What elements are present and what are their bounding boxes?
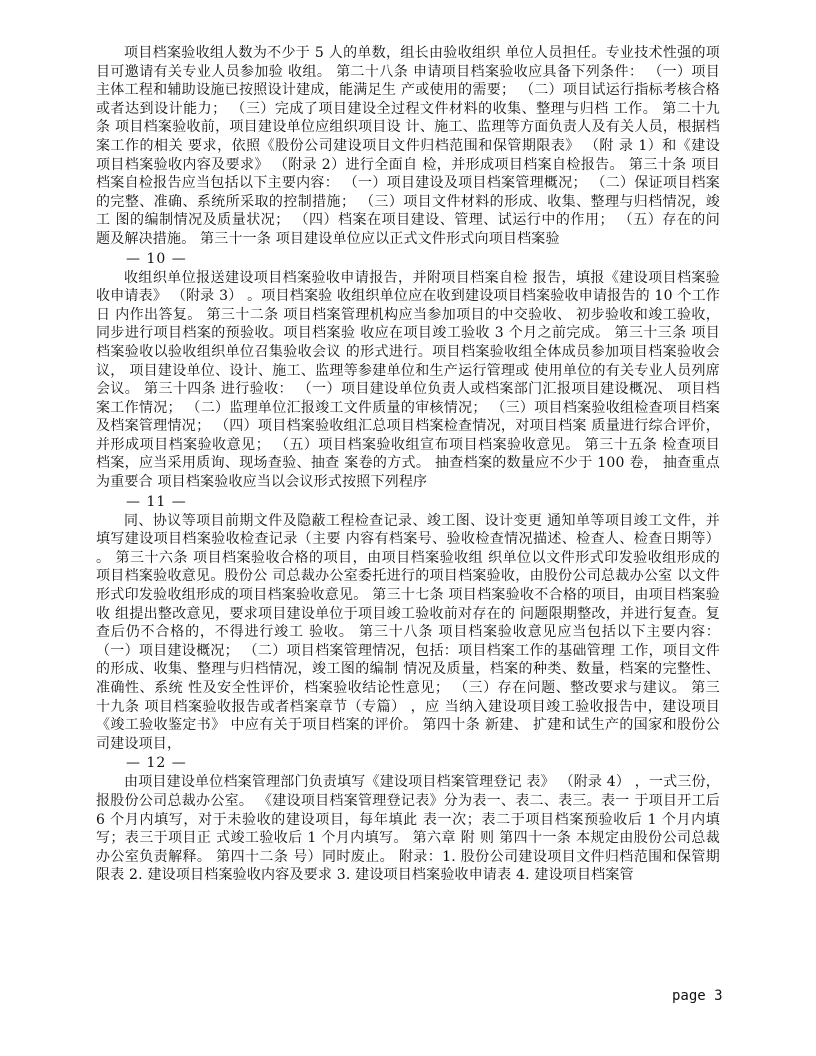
paragraph-4: 由项目建设单位档案管理部门负责填写《建设项目档案管理登记 表》 （附录 4） ，一式三份，报股份公司总裁办公室。 《建设项目档案管理登记表》分为表一、表二、表三。表一 于项目开工后 6 个月内填写，对于未验收的建设项目，每年填此 表一次；表二于项目档案预验收后 1 个月内填写；表三于项目正 式竣工验收后 1 个月内填写。 第六章 附 则 第四十一条 本规定由股份公司总裁办公室负责解释。 第四十二条 号）同时废止。 附录：1. 股份公司建设项目文件归档范围和保管期限表 2. 建设项目档案验收内容及要求 3. 建设项目档案验收申请表 4. 建设项目档案管: [96, 774, 720, 884]
paragraph-1: 项目档案验收组人数为不少于 5 人的单数，组长由验收组织 单位人员担任。专业技术性强的项目可邀请有关专业人员参加验 收组。 第二十八条 申请项目档案验收应具备下列条件： （一）项目主体工程和辅助设施已按照设计建成，能满足生 产或使用的需要； （二）项目试运行指标考核合格或者达到设计能力； （三）完成了项目建设全过程文件材料的收集、整理与归档 工作。 第二十九条 项目档案验收前，项目建设单位应组织项目设 计、施工、监理等方面负责人及有关人员，根据档案工作的相关 要求，依照《股份公司建设项目文件归档范围和保管期限表》 （附 录 1）和《建设项目档案验收内容及要求》 （附录 2）进行全面自 检，并形成项目档案自检报告。 第三十条 项目档案自检报告应当包括以下主要内容： （一）项目建设及项目档案管理概况； （二）保证项目档案的完整、准确、系统所采取的控制措施； （三）项目文件材料的形成、收集、整理与归档情况，竣工 图的编制情况及质量状况； （四）档案在项目建设、管理、试运行中的作用； （五）存在的问题及解决措施。 第三十一条 项目建设单位应以正式文件形式向项目档案验: [96, 45, 720, 247]
page-number-11: — 11 —: [126, 493, 187, 510]
paragraph-3: 同、协议等项目前期文件及隐蔽工程检查记录、竣工图、设计变更 通知单等项目竣工文件，并填写建设项目档案验收检查记录（主要 内容有档案号、验收检查情况描述、检查人、检查日期等） 。 第三十六条 项目档案验收合格的项目，由项目档案验收组 织单位以文件形式印发验收组形成的项目档案验收意见。股份公 司总裁办公室委托进行的项目档案验收，由股份公司总裁办公室 以文件形式印发验收组形成的项目档案验收意见。 第三十七条 项目档案验收不合格的项目，由项目档案验收 组提出整改意见，要求项目建设单位于项目竣工验收前对存在的 问题限期整改，并进行复查。复查后仍不合格的，不得进行竣工 验收。 第三十八条 项目档案验收意见应当包括以下主要内容： （一）项目建设概况； （二）项目档案管理情况，包括：项目档案工作的基础管理 工作，项目文件的形成、收集、整理与归档情况，竣工图的编制 情况及质量，档案的种类、数量，档案的完整性、准确性、系统 性及安全性评价，档案验收结论性意见； （三）存在问题、整改要求与建议。 第三十九条 项目档案验收报告或者档案章节（专篇） ，应 当纳入建设项目竣工验收报告中，建设项目《竣工验收鉴定书》 中应有关于项目档案的评价。 第四十条 新建、 扩建和试生产的国家和股份公司建设项目，: [96, 512, 720, 752]
document-body: [96, 44, 720, 885]
page-footer: page 3: [672, 988, 723, 1004]
page-number-12: — 12 —: [126, 755, 187, 772]
paragraph-2: 收组织单位报送建设项目档案验收申请报告，并附项目档案自检 报告，填报《建设项目档案验收申请表》 （附录 3） 。项目档案验 收组织单位应在收到建设项目档案验收申请报告的 10 个工作日 内作出答复。 第三十二条 项目档案管理机构应当参加项目的中交验收、 初步验收和竣工验收，同步进行项目档案的预验收。项目档案验 收应在项目竣工验收 3 个月之前完成。 第三十三条 项目档案验收以验收组织单位召集验收会议 的形式进行。项目档案验收组全体成员参加项目档案验收会议， 项目建设单位、设计、施工、监理等参建单位和生产运行管理或 使用单位的有关专业人员列席会议。 第三十四条 进行验收： （一）项目建设单位负责人或档案部门汇报项目建设概况、 项目档案工作情况； （二）监理单位汇报竣工文件质量的审核情况； （三）项目档案验收组检查项目档案及档案管理情况； （四）项目档案验收组汇总项目档案检查情况，对项目档案 质量进行综合评价，并形成项目档案验收意见； （五）项目档案验收组宣布项目档案验收意见。 第三十五条 检查项目档案，应当采用质询、现场查验、抽查 案卷的方式。 抽查档案的数量应不少于 100 卷， 抽查重点为重要合 项目档案验收应当以会议形式按照下列程序: [96, 269, 720, 491]
page-number-10: — 10 —: [126, 250, 187, 267]
